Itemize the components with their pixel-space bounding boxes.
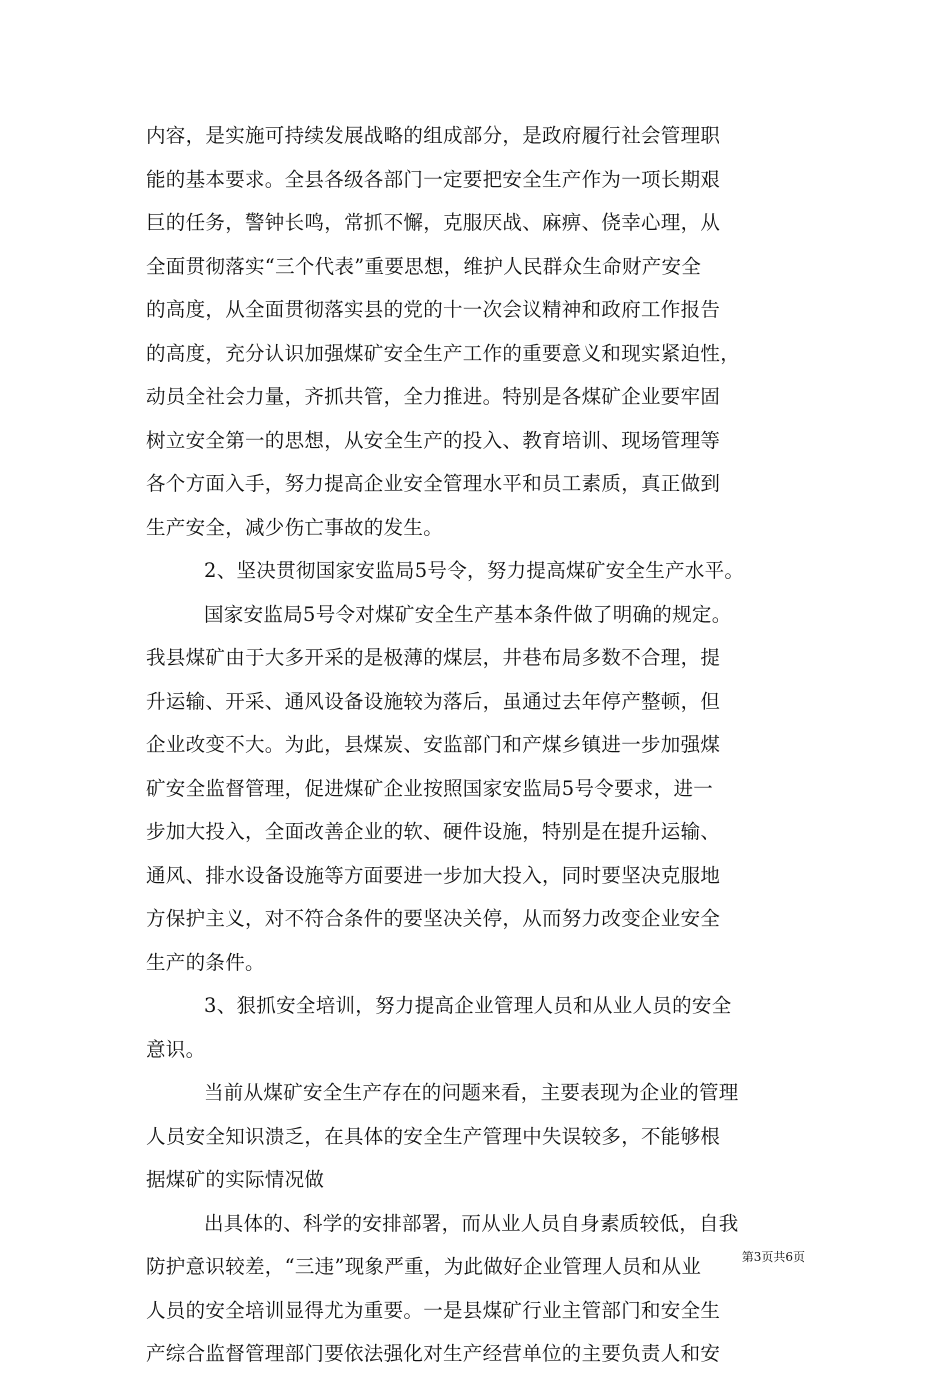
text-line-24: 人员安全知识溃乏，在具体的安全生产管理中失误较多，不能够根 — [146, 1124, 721, 1148]
text-line-27: 防护意识较差，“三违”现象严重，为此做好企业管理人员和从业 — [146, 1255, 702, 1278]
text-line-20: 生产的条件。 — [146, 950, 265, 974]
text-line-18: 通风、排水设备设施等方面要进一步加大投入，同时要坚决克服地 — [146, 863, 721, 887]
text-line-8: 树立安全第一的思想，从安全生产的投入、教育培训、现场管理等 — [146, 428, 721, 452]
text-line-19: 方保护主义，对不符合条件的要坚决关停，从而努力改变企业安全 — [146, 907, 721, 930]
text-line-22: 意识。 — [146, 1037, 206, 1061]
text-line-16: 矿安全监督管理，促进煤矿企业按照国家安监局5号令要求，进一 — [146, 776, 714, 800]
section-heading-3: 3、狠抓安全培训，努力提高企业管理人员和从业人员的安全 — [204, 994, 732, 1017]
text-line-13: 我县煤矿由于大多开采的是极薄的煤层，井巷布局多数不合理，提 — [146, 646, 721, 669]
text-line-9: 各个方面入手，努力提高企业安全管理水平和员工素质，真正做到 — [146, 472, 721, 495]
text-line-10: 生产安全，减少伤亡事故的发生。 — [146, 515, 444, 539]
text-line-28: 人员的安全培训显得尤为重要。一是县煤矿行业主管部门和安全生 — [146, 1298, 721, 1322]
text-line-2: 能的基本要求。全县各级各部门一定要把安全生产作为一项长期艰 — [146, 167, 721, 191]
text-line-23: 当前从煤矿安全生产存在的问题来看，主要表现为企业的管理 — [204, 1081, 739, 1104]
text-line-7: 动员全社会力量，齐抓共管，全力推进。特别是各煤矿企业要牢固 — [146, 385, 721, 408]
text-line-4: 全面贯彻落实“三个代表”重要思想，维护人民群众生命财产安全 — [146, 254, 702, 278]
text-line-14: 升运输、开采、通风设备设施较为落后，虽通过去年停产整顿，但 — [146, 689, 721, 713]
text-line-12: 国家安监局5号令对煤矿安全生产基本条件做了明确的规定。 — [204, 602, 732, 626]
text-line-15: 企业改变不大。为此，县煤炭、安监部门和产煤乡镇进一步加强煤 — [146, 733, 721, 756]
text-line-1: 内容，是实施可持续发展战略的组成部分，是政府履行社会管理职 — [146, 124, 721, 147]
document-body — [146, 114, 806, 1376]
text-line-5: 的高度，从全面贯彻落实县的党的十一次会议精神和政府工作报告 — [146, 298, 721, 321]
text-line-25: 据煤矿的实际情况做 — [146, 1168, 325, 1191]
page-number: 第3页共6页 — [741, 1250, 805, 1264]
text-line-26: 出具体的、科学的安排部署，而从业人员自身素质较低，自我 — [204, 1211, 739, 1235]
text-line-6: 的高度，充分认识加强煤矿安全生产工作的重要意义和现实紧迫性， — [146, 341, 741, 365]
section-heading-2: 2、坚决贯彻国家安监局5号令，努力提高煤矿安全生产水平。 — [204, 559, 745, 582]
text-line-3: 巨的任务，警钟长鸣，常抓不懈，克服厌战、麻痹、侥幸心理，从 — [146, 211, 721, 234]
text-line-17: 步加大投入，全面改善企业的软、硬件设施，特别是在提升运输、 — [146, 820, 721, 843]
text-line-29: 产综合监督管理部门要依法强化对生产经营单位的主要负责人和安 — [146, 1342, 721, 1365]
